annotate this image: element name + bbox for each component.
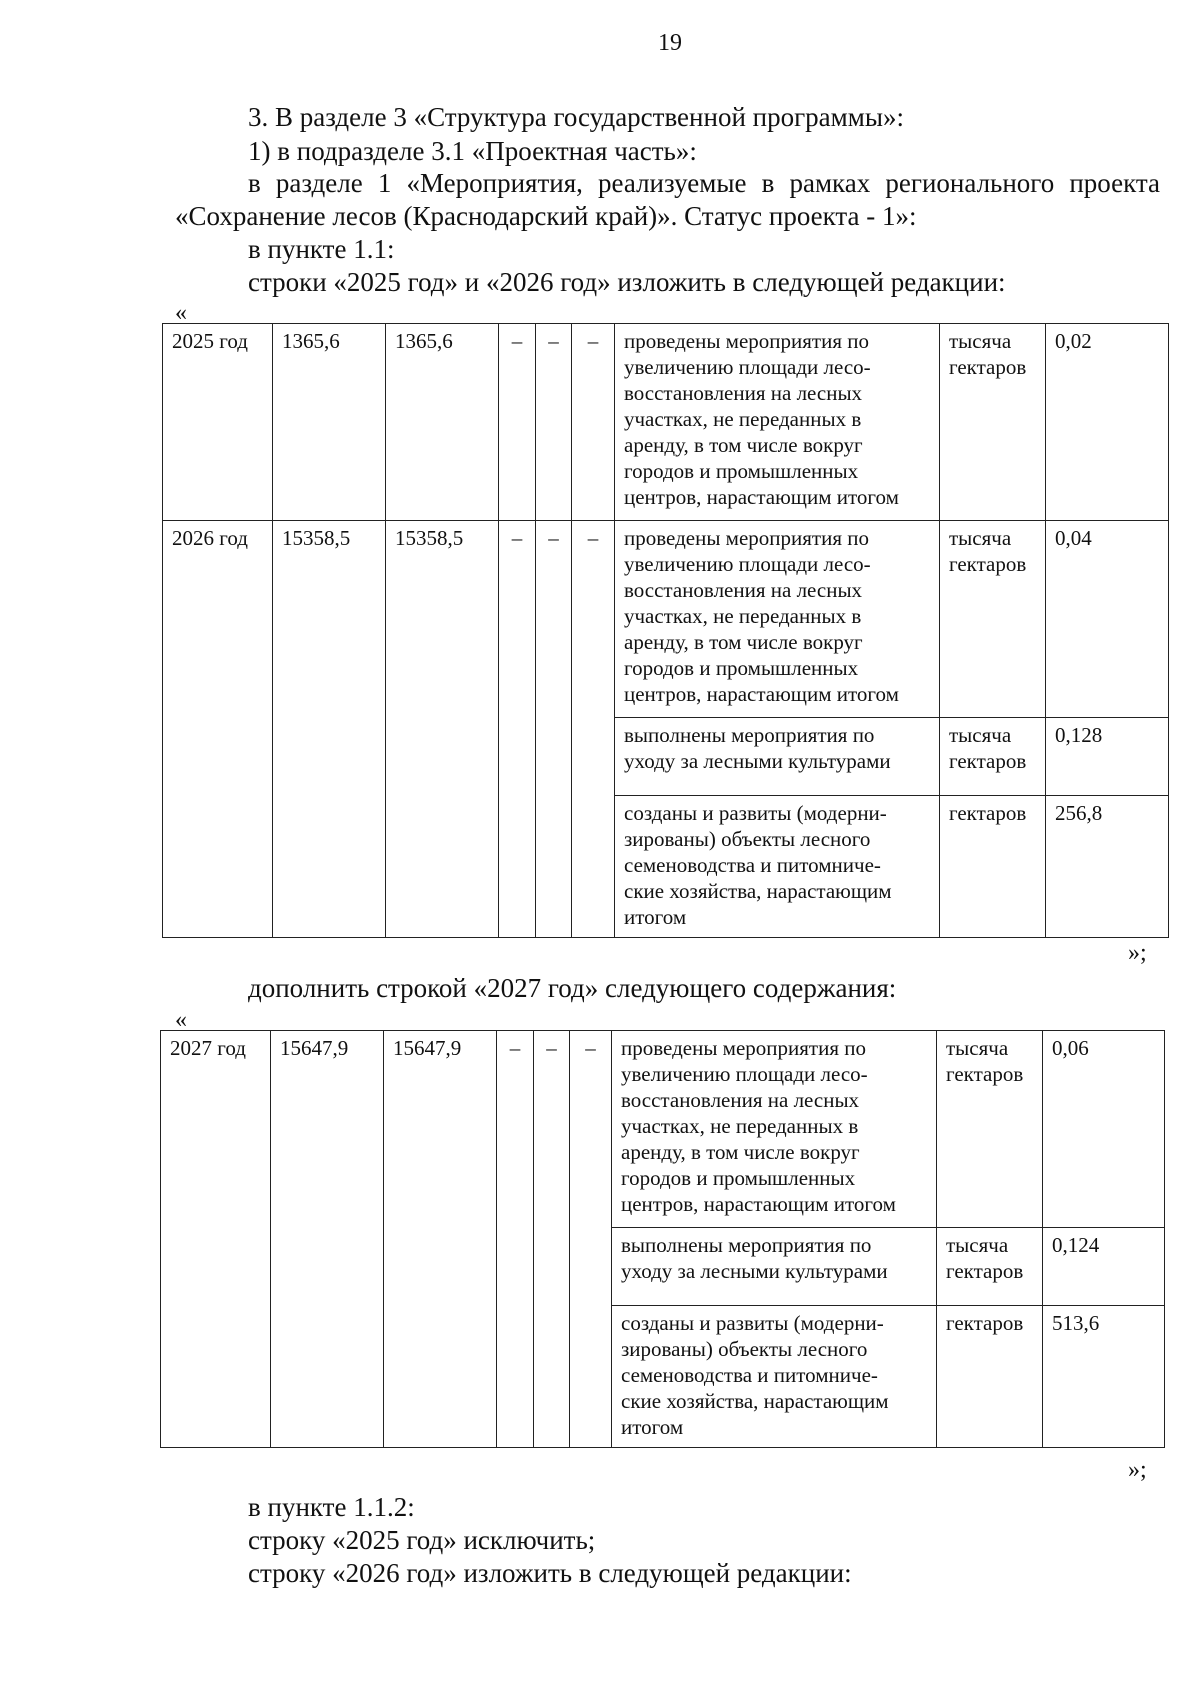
- page-number: 19: [658, 30, 682, 56]
- table-2027: [160, 1030, 1165, 1448]
- unit-cell: гектаров: [940, 796, 1046, 938]
- text-line: городов и промышленных: [624, 459, 859, 483]
- table-row-2027: [161, 1031, 1165, 1228]
- dash-cell: –: [536, 324, 572, 521]
- value-cell: 256,8: [1046, 796, 1169, 938]
- section-heading: 3. В разделе 3 «Структура государственной программы»:: [248, 102, 904, 132]
- text-line: созданы и развиты (модерни-: [624, 801, 887, 825]
- open-quote-1: «: [175, 300, 187, 326]
- unit-cell: [940, 521, 1046, 718]
- text-line: центров, нарастающим итогом: [621, 1192, 896, 1216]
- value-cell: 0,06: [1043, 1031, 1165, 1228]
- amount-cell: 1365,6: [273, 324, 386, 521]
- text-line: уходу за лесными культурами: [624, 749, 891, 773]
- value-cell: 0,04: [1046, 521, 1169, 718]
- unit-cell: [940, 718, 1046, 796]
- text-line: центров, нарастающим итогом: [624, 682, 899, 706]
- text-line: увеличению площади лесо-: [624, 552, 871, 576]
- text-line: участках, не переданных в: [624, 604, 862, 628]
- edit-line: строку «2026 год» изложить в следующей редакции:: [248, 1558, 852, 1588]
- clause-line-2: в пункте 1.1.2:: [248, 1492, 415, 1522]
- text-line: восстановления на лесных: [621, 1088, 860, 1112]
- unit-cell: гектаров: [937, 1306, 1043, 1448]
- value-cell: 0,02: [1046, 324, 1169, 521]
- indicator-cell: [612, 1306, 937, 1448]
- indicator-cell: [615, 718, 940, 796]
- text-line: увеличению площади лесо-: [621, 1062, 868, 1086]
- table-row-2025: [163, 324, 1169, 521]
- text-line: зированы) объекты лесного: [624, 827, 871, 851]
- year-cell: 2027 год: [161, 1031, 271, 1448]
- table-row-2026: [163, 521, 1169, 718]
- text-line: участках, не переданных в: [621, 1114, 859, 1138]
- dash-cell: –: [499, 521, 536, 938]
- dash-cell: –: [497, 1031, 534, 1448]
- text-line: гектаров: [949, 355, 1027, 379]
- text-line: гектаров: [949, 749, 1027, 773]
- unit-cell: [940, 324, 1046, 521]
- text-line: уходу за лесными культурами: [621, 1259, 888, 1283]
- year-cell: 2025 год: [163, 324, 273, 521]
- text-line: участках, не переданных в: [624, 407, 862, 431]
- paragraph-line-2: «Сохранение лесов (Краснодарский край)». Статус проекта - 1»:: [175, 201, 917, 231]
- text-line: тысяча: [949, 526, 1012, 550]
- text-line: созданы и развиты (модерни-: [621, 1311, 884, 1335]
- text-line: проведены мероприятия по: [624, 329, 869, 353]
- text-line: тысяча: [949, 723, 1012, 747]
- paragraph-line-1: в разделе 1 «Мероприятия, реализуемые в рамках регионального проекта: [248, 168, 1160, 198]
- text-line: семеноводства и питомниче-: [624, 853, 881, 877]
- text-line: выполнены мероприятия по: [621, 1233, 872, 1257]
- text-line: выполнены мероприятия по: [624, 723, 875, 747]
- text-line: восстановления на лесных: [624, 578, 863, 602]
- text-line: проведены мероприятия по: [621, 1036, 866, 1060]
- add-row-instruction: дополнить строкой «2027 год» следующего содержания:: [248, 973, 897, 1003]
- text-line: городов и промышленных: [621, 1166, 856, 1190]
- dash-cell: –: [572, 521, 615, 938]
- indicator-cell: [615, 796, 940, 938]
- open-quote-2: «: [175, 1007, 187, 1033]
- indicator-cell: [615, 324, 940, 521]
- text-line: семеноводства и питомниче-: [621, 1363, 878, 1387]
- value-cell: 513,6: [1043, 1306, 1165, 1448]
- amount-cell: 15358,5: [386, 521, 499, 938]
- dash-cell: –: [536, 521, 572, 938]
- unit-cell: [937, 1031, 1043, 1228]
- amount-cell: 15358,5: [273, 521, 386, 938]
- text-line: центров, нарастающим итогом: [624, 485, 899, 509]
- text-line: тысяча: [946, 1036, 1009, 1060]
- text-line: итогом: [621, 1415, 684, 1439]
- text-line: аренду, в том числе вокруг: [621, 1140, 860, 1164]
- text-line: ские хозяйства, нарастающим: [624, 879, 892, 903]
- dash-cell: –: [534, 1031, 570, 1448]
- amount-cell: 15647,9: [384, 1031, 497, 1448]
- indicator-cell: [612, 1228, 937, 1306]
- text-line: зированы) объекты лесного: [621, 1337, 868, 1361]
- text-line: гектаров: [946, 1062, 1024, 1086]
- exclude-line: строку «2025 год» исключить;: [248, 1525, 596, 1555]
- close-quote-2: »;: [1128, 1457, 1147, 1483]
- instruction-line: строки «2025 год» и «2026 год» изложить в следующей редакции:: [248, 267, 1006, 297]
- text-line: итогом: [624, 905, 687, 929]
- unit-cell: [937, 1228, 1043, 1306]
- text-line: увеличению площади лесо-: [624, 355, 871, 379]
- text-line: ские хозяйства, нарастающим: [621, 1389, 889, 1413]
- text-line: гектаров: [949, 552, 1027, 576]
- indicator-cell: [615, 521, 940, 718]
- text-line: тысяча: [949, 329, 1012, 353]
- value-cell: 0,128: [1046, 718, 1169, 796]
- text-line: гектаров: [946, 1259, 1024, 1283]
- text-line: тысяча: [946, 1233, 1009, 1257]
- year-cell: 2026 год: [163, 521, 273, 938]
- table-2025-2026: [162, 323, 1169, 938]
- close-quote-1: »;: [1128, 940, 1147, 966]
- amount-cell: 15647,9: [271, 1031, 384, 1448]
- text-line: городов и промышленных: [624, 656, 859, 680]
- text-line: аренду, в том числе вокруг: [624, 630, 863, 654]
- dash-cell: –: [570, 1031, 612, 1448]
- clause-line: в пункте 1.1:: [248, 234, 395, 264]
- dash-cell: –: [499, 324, 536, 521]
- value-cell: 0,124: [1043, 1228, 1165, 1306]
- text-line: проведены мероприятия по: [624, 526, 869, 550]
- subsection-line: 1) в подразделе 3.1 «Проектная часть»:: [248, 136, 697, 166]
- text-line: восстановления на лесных: [624, 381, 863, 405]
- dash-cell: –: [572, 324, 615, 521]
- text-line: аренду, в том числе вокруг: [624, 433, 863, 457]
- indicator-cell: [612, 1031, 937, 1228]
- amount-cell: 1365,6: [386, 324, 499, 521]
